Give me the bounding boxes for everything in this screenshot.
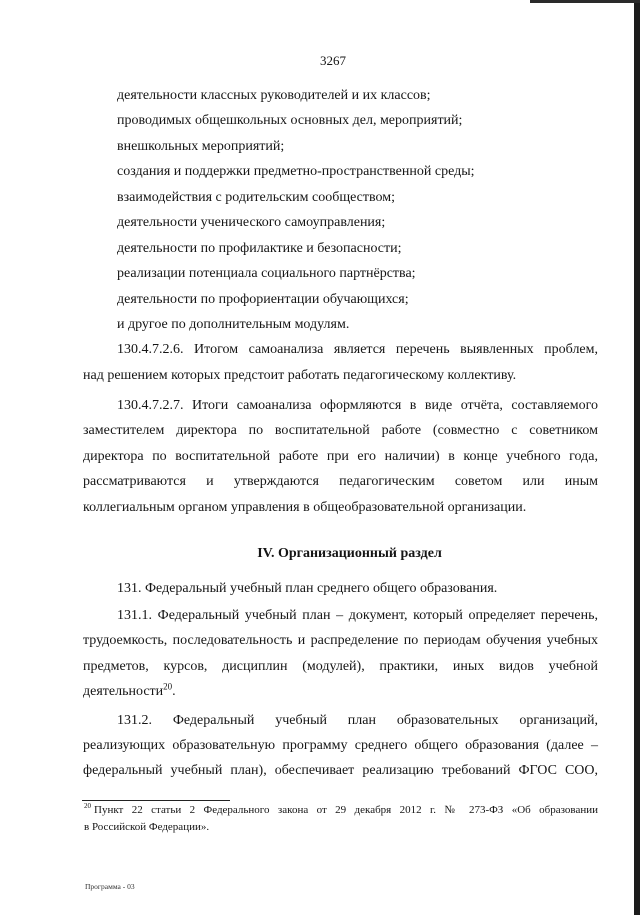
- paragraph-line: рассматриваются и утверждаются педагогическим советом или иным: [83, 474, 598, 490]
- paragraph-line: над решением которых предстоит работать педагогическому коллективу.: [83, 367, 517, 383]
- footer-label: Программа - 03: [85, 882, 135, 891]
- paragraph-text: деятельности: [83, 684, 164, 700]
- list-item: деятельности по профориентации обучающихся;: [117, 291, 409, 307]
- paragraph-line: [83, 679, 598, 704]
- footnote-text: Пункт 22 статьи 2 Федерального закона от 29 декабря 2012 г. № 273-ФЗ «Об образовании: [94, 804, 598, 816]
- list-item: внешкольных мероприятий;: [117, 138, 285, 154]
- list-item: и другое по дополнительным модулям.: [117, 316, 350, 332]
- footnote-line: [84, 802, 598, 819]
- footnote-separator: [82, 800, 230, 801]
- list-item: деятельности классных руководителей и их классов;: [117, 88, 431, 103]
- footnote: [84, 802, 598, 836]
- page-number: 3267: [320, 53, 346, 68]
- paragraph-line: директора по воспитательной работе при его наличии) в конце учебного года,: [83, 448, 598, 464]
- list-item: деятельности ученического самоуправления;: [117, 215, 386, 231]
- paragraph-line: 131.2. Федеральный учебный план образовательных организаций,: [117, 712, 598, 728]
- paragraph-line: предметов, курсов, дисциплин (модулей), практики, иных видов учебной: [83, 658, 598, 674]
- paragraph-line: заместителем директора по воспитательной работе (совместно с советником: [83, 423, 598, 439]
- list-item: реализации потенциала социального партнёрства;: [117, 266, 416, 282]
- footnote-line: в Российской Федерации».: [84, 821, 210, 833]
- scan-border-top: [530, 0, 640, 3]
- paragraph-line: трудоемкость, последовательность и распределение по периодам обучения учебных: [83, 633, 598, 649]
- paragraph-line: реализующих образовательную программу среднего общего образования (далее –: [83, 738, 598, 753]
- footnote-mark: 20: [84, 802, 91, 811]
- scan-border-right: [634, 0, 640, 915]
- paragraph-line: федеральный учебный план), обеспечивает реализацию требований ФГОС СОО,: [83, 763, 598, 779]
- section-heading: IV. Организационный раздел: [257, 545, 442, 561]
- paragraph-line: коллегиальным органом управления в общеобразовательной организации.: [83, 499, 527, 515]
- list-item: деятельности по профилактике и безопасности;: [117, 240, 402, 256]
- paragraph-line: 130.4.7.2.6. Итогом самоанализа является перечень выявленных проблем,: [117, 342, 598, 358]
- paragraph-line: 130.4.7.2.7. Итоги самоанализа оформляются в виде отчёта, составляемого: [117, 397, 598, 413]
- list-item: создания и поддержки предметно-пространственной среды;: [117, 164, 475, 180]
- list-item: проводимых общешкольных основных дел, мероприятий;: [117, 113, 463, 129]
- paragraph-text: .: [172, 684, 176, 700]
- footnote-ref: 20: [163, 681, 173, 692]
- paragraph-line: 131. Федеральный учебный план среднего общего образования.: [117, 580, 498, 596]
- list-item: взаимодействия с родительским сообществом;: [117, 189, 396, 205]
- document-body: [83, 83, 598, 784]
- paragraph-line: 131.1. Федеральный учебный план – документ, который определяет перечень,: [117, 607, 598, 623]
